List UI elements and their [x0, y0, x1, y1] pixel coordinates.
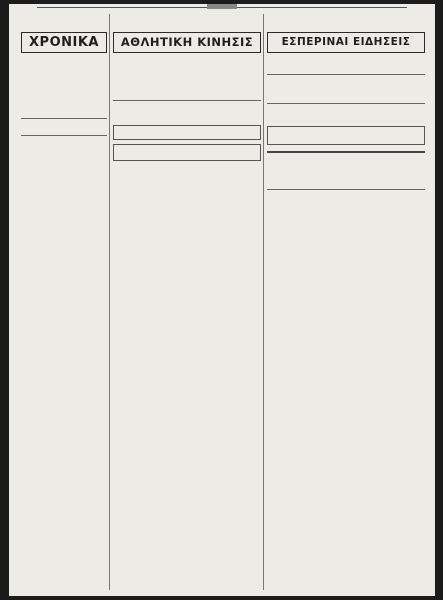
newspaper-page: [9, 4, 435, 596]
divider: [113, 100, 261, 101]
evening-news-text: [267, 62, 425, 68]
divider: [21, 135, 107, 136]
chronika-paragraph: [21, 106, 107, 112]
divider: [267, 151, 425, 153]
athletics-ad: [113, 125, 261, 139]
column-rule-1: [109, 14, 110, 590]
column-rule-2: [263, 14, 264, 590]
evening-news-header: ΕΣΠΕΡΙΝΑΙ ΕΙΔΗΣΕΙΣ: [267, 32, 425, 53]
divider: [267, 189, 425, 190]
divider: [21, 118, 107, 119]
notice-text: [271, 135, 421, 141]
athletics-subtext: [113, 106, 261, 112]
column-chronika: [21, 14, 107, 590]
divider: [267, 74, 425, 75]
store-ad: [113, 144, 261, 161]
column-athletics: [113, 14, 261, 590]
ad-text: [117, 129, 257, 135]
athletics-text: [113, 88, 261, 94]
chronika-header: ΧΡΟΝΙΚΑ: [21, 32, 107, 53]
schedule-text: [267, 178, 425, 184]
divider: [267, 103, 425, 104]
bottom-text: [21, 141, 107, 147]
ad-text: [21, 124, 107, 130]
evening-news-text: [267, 116, 425, 122]
athletics-subtext: [113, 115, 261, 121]
evening-news-text: [267, 92, 425, 98]
athletics-header: ΑΘΛΗΤΙΚΗ ΚΙΝΗΣΙΣ: [113, 32, 261, 53]
column-evening-news: [267, 14, 425, 590]
notice-box: [267, 126, 425, 145]
page-number-mark: [207, 4, 237, 9]
store-ad-text: [117, 151, 257, 157]
